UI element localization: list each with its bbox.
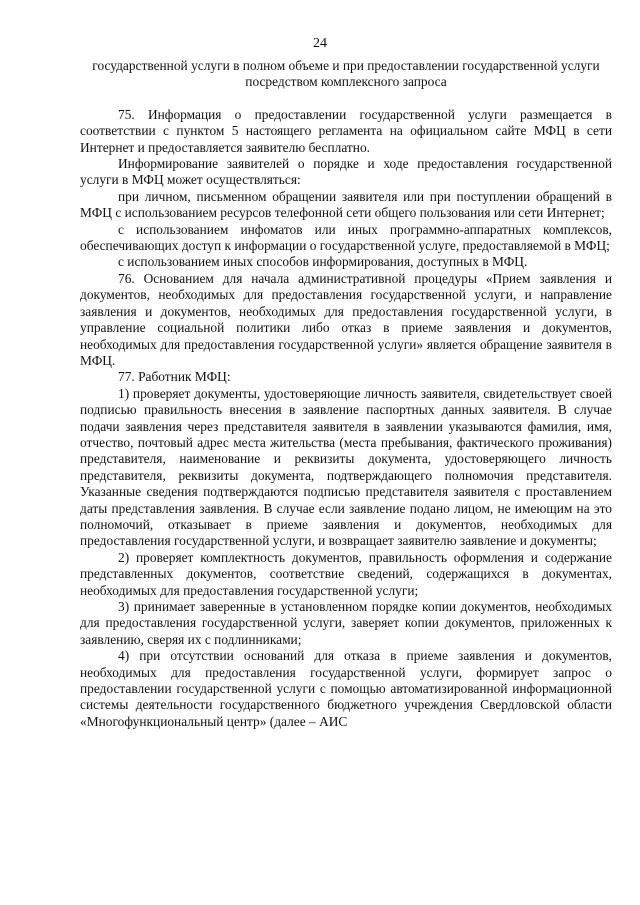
section-heading: государственной услуги в полном объеме и при предоставлении государственной услуги посредством комплексного запроса <box>92 58 600 90</box>
paragraph-personal-appeal: при личном, письменном обращении заявителя или при поступлении обращений в МФЦ с использованием ресурсов телефонной сети общего пользования или сети Интернет; <box>80 188 612 221</box>
list-item-2: 2) проверяет комплектность документов, правильность оформления и содержание представленных документов, соответствие сведений, содержащихся в документах, необходимых для предоставления государственной услуги; <box>80 549 612 598</box>
paragraph-76: 76. Основанием для начала административной процедуры «Прием заявления и документов, необходимых для предоставления государственной услуги, и направление заявления и документов, необходимых для предоставления государственной услуги, в управление социальной политики либо отказ в приеме заявления и документов, необходимых для предоставления государственной услуги» является обращение заявителя в МФЦ. <box>80 270 612 368</box>
list-item-1: 1) проверяет документы, удостоверяющие личность заявителя, свидетельствует своей подписью правильность внесения в заявление паспортных данных заявителя. В случае подачи заявления через представителя заявителя в заявлении указываются фамилия, имя, отчество, почтовый адрес места жительства (места пребывания, фактического проживания) представителя, наименование и реквизиты документа, удостоверяющего личность представителя, реквизиты документа, подтверждающего полномочия представителя. Указанные сведения подтверждаются подписью представителя заявителя с проставлением даты представления заявления. В случае если заявление подано лицом, не имеющим на это полномочий, отказывает в приеме заявления и документов, необходимых для предоставления государственной услуги, и возвращает заявителю заявление и документы; <box>80 385 612 549</box>
page-number: 24 <box>313 36 327 51</box>
paragraph-informing: Информирование заявителей о порядке и ходе предоставления государственной услуги в МФЦ может осуществляться: <box>80 156 612 188</box>
list-item-3: 3) принимает заверенные в установленном порядке копии документов, необходимых для предоставления государственной услуги, заверяет копии документов, приложенных к заявлению, сверяя их с подлинниками; <box>80 599 612 647</box>
list-item-4: 4) при отсутствии оснований для отказа в приеме заявления и документов, необходимых для предоставления государственной услуги, формирует запрос о предоставлении государственной услуги с помощью автоматизированной информационной системы деятельности государственного бюджетного учреждения Свердловской области «Многофункциональный центр» (далее – АИС <box>80 648 612 729</box>
paragraph-75: 75. Информация о предоставлении государственной услуги размещается в соответствии с пунктом 5 настоящего регламента на официальном сайте МФЦ в сети Интернет и предоставляется заявителю бесплатно. <box>80 106 612 155</box>
document-body <box>80 58 612 730</box>
paragraph-other-methods: с использованием иных способов информирования, доступных в МФЦ. <box>118 254 528 270</box>
paragraph-infomats: с использованием инфоматов или иных программно-аппаратных комплексов, обеспечивающих доступ к информации о государственной услуге, предоставляемой в МФЦ; <box>80 221 612 254</box>
paragraph-77: 77. Работник МФЦ: <box>118 369 231 385</box>
